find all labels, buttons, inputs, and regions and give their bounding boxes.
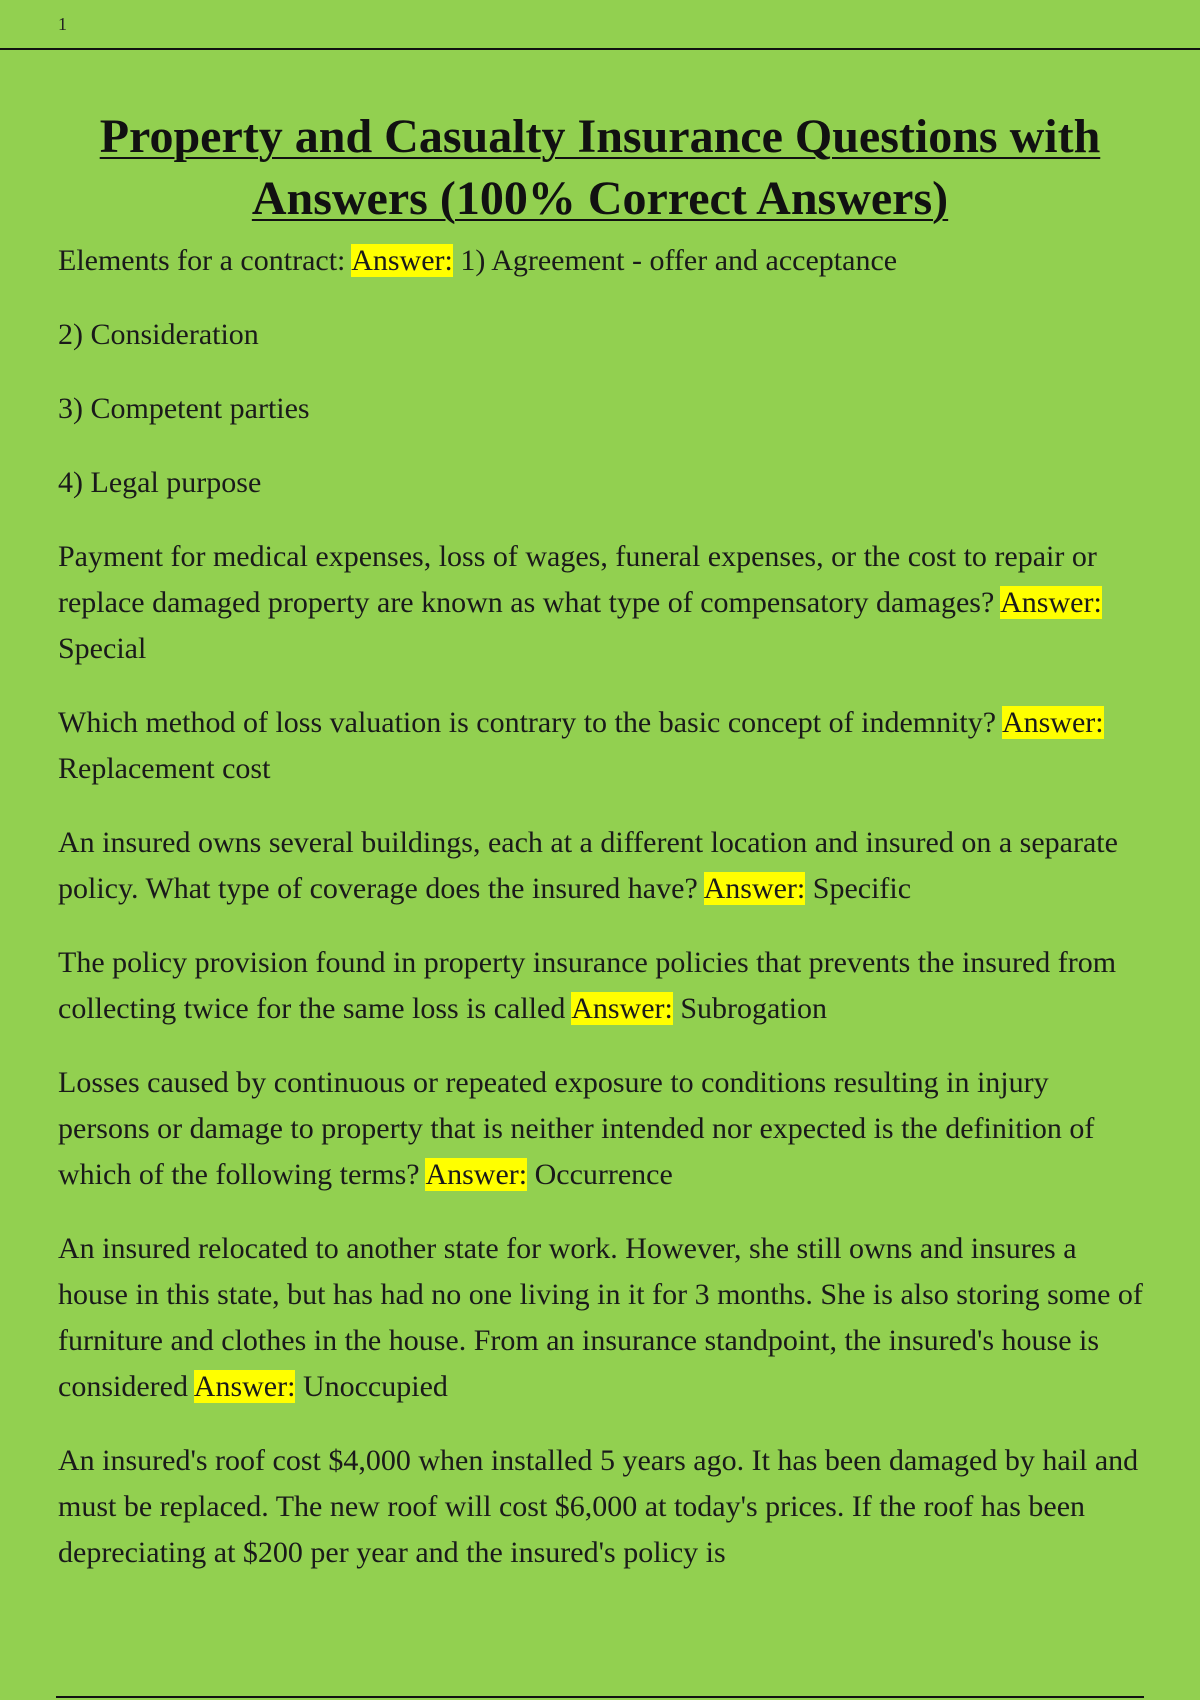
question-text: The policy provision found in property insurance policies that prevents the insured from collecting twice for the same loss is called (58, 946, 1117, 1025)
answer-label: Answer: (425, 1158, 528, 1191)
list-line: 3) Competent parties (58, 392, 310, 425)
qa-item-7 (58, 820, 1144, 912)
qa-item-8 (58, 940, 1144, 1032)
qa-content (58, 238, 1144, 1604)
answer-label: Answer: (1001, 706, 1104, 739)
answer-label: Answer: (703, 872, 806, 905)
qa-item-10 (58, 1226, 1144, 1410)
answer-text: Subrogation (672, 992, 828, 1025)
list-line: 4) Legal purpose (58, 466, 262, 499)
answer-text: Special (58, 632, 147, 665)
question-text: Elements for a contract: (58, 244, 352, 277)
qa-item-5 (58, 534, 1144, 672)
answer-text: 1) Agreement - offer and acceptance (452, 244, 898, 277)
question-text: Losses caused by continuous or repeated exposure to conditions resulting in injury persons or damage to property that is neither intended nor expected is the definition of which of the following terms? (58, 1066, 1095, 1191)
answer-label: Answer: (351, 244, 453, 277)
question-text: An insured relocated to another state for work. However, she still owns and insures a house in this state, but has had no one living in it for 3 months. She is also storing some of furniture and clothes in the house. From an insurance standpoint, the insured's house is considered (58, 1232, 1143, 1403)
answer-text: Unoccupied (295, 1370, 448, 1403)
qa-line-3 (58, 386, 1144, 432)
answer-label: Answer: (571, 992, 673, 1025)
answer-text: Replacement cost (58, 752, 271, 785)
document-title: Property and Casualty Insurance Questions with Answers (100% Correct Answers) (99, 110, 1101, 225)
answer-text: Specific (805, 872, 912, 905)
qa-item-6 (58, 700, 1144, 792)
answer-text: Occurrence (527, 1158, 673, 1191)
answer-label: Answer: (193, 1370, 296, 1403)
header-rule (0, 48, 1200, 50)
footer-rule (56, 1696, 1144, 1698)
question-text: An insured's roof cost $4,000 when installed 5 years ago. It has been damaged by hail and must be replaced. The new roof will cost $6,000 at today's prices. If the roof has been depreciating at $200 per year and the insured's policy is (58, 1444, 1139, 1569)
answer-label: Answer: (1000, 586, 1102, 619)
question-text: Payment for medical expenses, loss of wages, funeral expenses, or the cost to repair or replace damaged property are known as what type of compensatory damages? (58, 540, 1097, 619)
question-text: An insured owns several buildings, each at a different location and insured on a separate policy. What type of coverage does the insured have? (58, 826, 1118, 905)
qa-item-11 (58, 1438, 1144, 1576)
qa-item-9 (58, 1060, 1144, 1198)
qa-line-2 (58, 312, 1144, 358)
qa-item-1 (58, 238, 1144, 284)
page-number: 1 (58, 14, 67, 34)
list-line: 2) Consideration (58, 318, 259, 351)
question-text: Which method of loss valuation is contrary to the basic concept of indemnity? (58, 706, 1002, 739)
qa-line-4 (58, 460, 1144, 506)
